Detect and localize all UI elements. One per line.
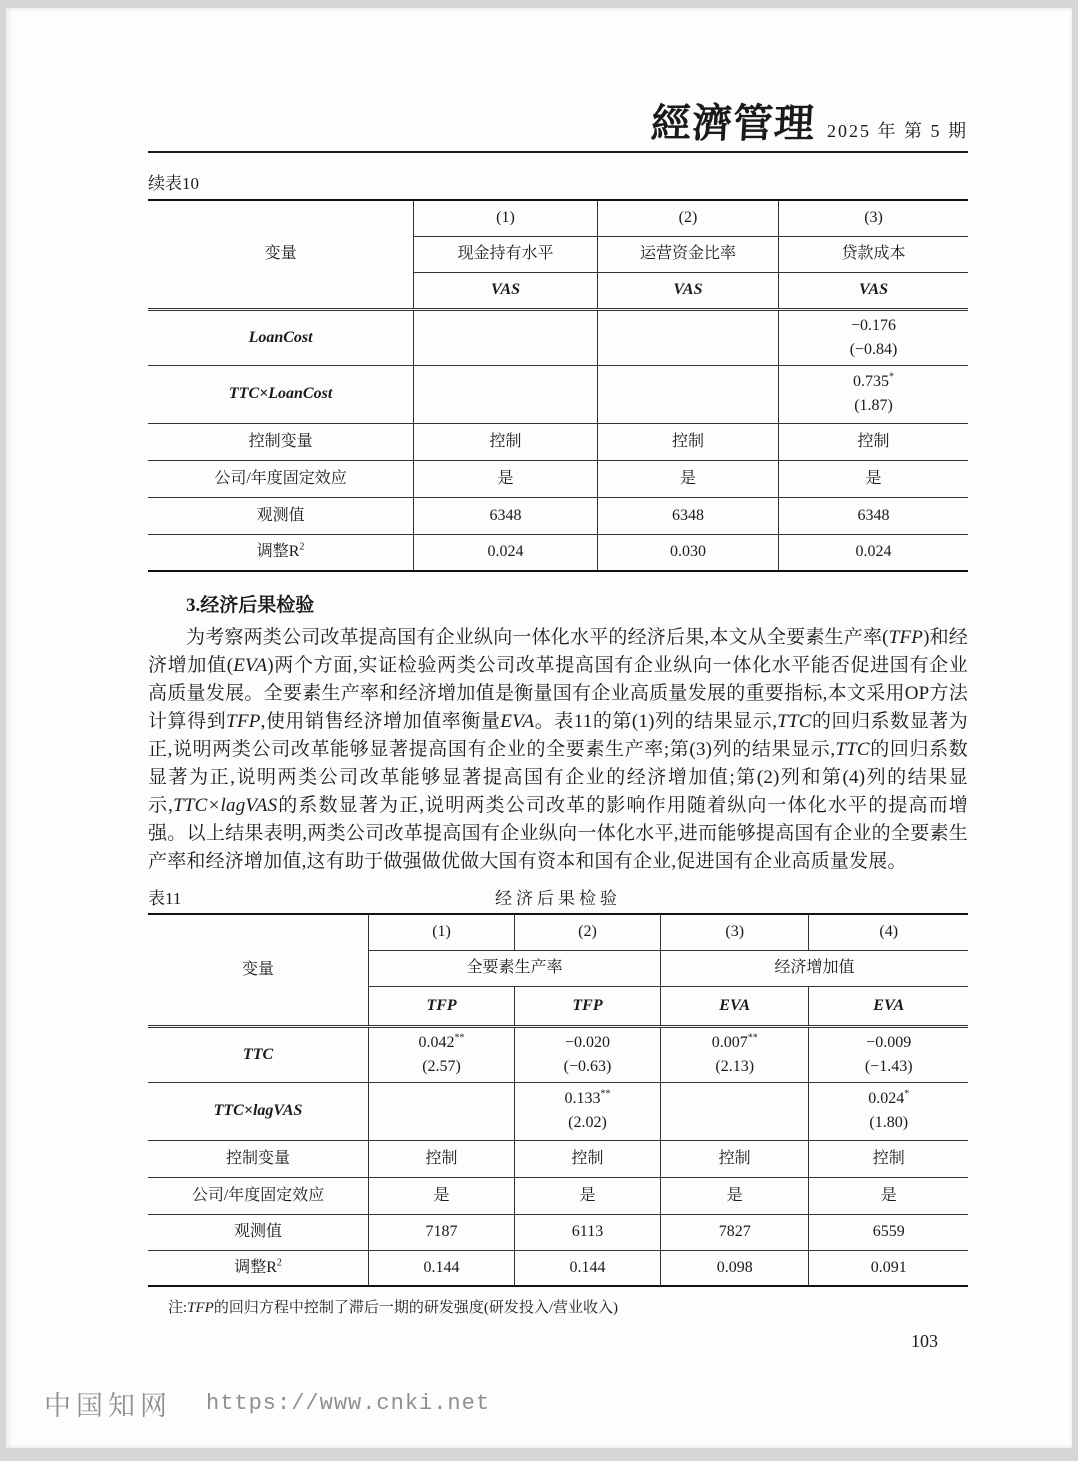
table-cell: 控制	[779, 423, 968, 460]
row-label: 公司/年度固定效应	[148, 1177, 369, 1214]
table11-note: 注:TFP的回归方程中控制了滞后一期的研发强度(研发投入/营业收入)	[168, 1300, 619, 1316]
table-cell: 控制	[515, 1140, 661, 1177]
row-label: 公司/年度固定效应	[148, 460, 414, 497]
table-cell: 6348	[414, 497, 598, 534]
table-cell: −0.009 (−1.43)	[809, 1026, 968, 1082]
table-cell: 是	[779, 460, 968, 497]
cnki-site-name: 中国知网	[44, 1391, 172, 1421]
column-header: 运营资金比率	[597, 236, 778, 272]
page-number: 103	[911, 1331, 938, 1351]
cnki-watermark	[44, 1384, 490, 1423]
table-cell: 0.098	[660, 1250, 808, 1286]
table-cell: 是	[597, 460, 778, 497]
paper-page	[6, 8, 1072, 1448]
table-row	[148, 460, 968, 497]
issue-info: 2025 年 第 5 期	[827, 121, 968, 141]
column-header: (3)	[660, 914, 808, 950]
table-cell: 0.144	[369, 1250, 515, 1286]
column-header: (3)	[779, 200, 968, 236]
cnki-url: https://www.cnki.net	[206, 1391, 491, 1416]
table-cell	[414, 309, 598, 365]
table-cell: 0.024	[779, 534, 968, 571]
table-cell: 0.735* (1.87)	[779, 365, 968, 423]
table-cell: 是	[414, 460, 598, 497]
section-heading: 3.经济后果检验	[186, 595, 315, 616]
table-row	[148, 1250, 968, 1286]
table-cell: 7187	[369, 1214, 515, 1250]
table-cell: 0.091	[809, 1250, 968, 1286]
table-cell: 是	[515, 1177, 661, 1214]
table11-caption-label: 表11	[148, 889, 182, 908]
table10-caption: 续表10	[148, 174, 199, 193]
column-group-header: 经济增加值	[660, 950, 968, 986]
table-cell: 6348	[597, 497, 778, 534]
row-label: 控制变量	[148, 423, 414, 460]
table-cell: 是	[369, 1177, 515, 1214]
table-row	[148, 309, 968, 365]
table-row	[148, 1140, 968, 1177]
column-header: TFP	[515, 986, 661, 1026]
row-label: TTC	[148, 1026, 369, 1082]
column-header: VAS	[414, 272, 598, 309]
table-cell: 0.024	[414, 534, 598, 571]
table-cell: 控制	[597, 423, 778, 460]
table-10	[148, 199, 968, 572]
table-row	[148, 1026, 968, 1082]
table-cell: 控制	[414, 423, 598, 460]
table-row	[148, 1214, 968, 1250]
table-cell: 0.144	[515, 1250, 661, 1286]
table-row	[148, 914, 968, 950]
row-label: 控制变量	[148, 1140, 369, 1177]
column-header: (4)	[809, 914, 968, 950]
column-header: (2)	[597, 200, 778, 236]
journal-header	[148, 102, 968, 146]
journal-logo: 經濟管理	[649, 101, 817, 146]
table-row	[148, 1082, 968, 1140]
table-cell	[660, 1082, 808, 1140]
row-label: LoanCost	[148, 309, 414, 365]
row-label: 调整$R^2$	[148, 1250, 369, 1286]
column-header: EVA	[660, 986, 808, 1026]
table-11	[148, 913, 968, 1287]
table-cell: −0.176 (−0.84)	[779, 309, 968, 365]
table-cell	[597, 309, 778, 365]
table-cell: 6348	[779, 497, 968, 534]
table-cell: 6559	[809, 1214, 968, 1250]
table-cell: 0.042** (2.57)	[369, 1026, 515, 1082]
column-header: (1)	[369, 914, 515, 950]
column-header: (1)	[414, 200, 598, 236]
column-header: VAS	[779, 272, 968, 309]
table-row	[148, 200, 968, 236]
column-header: VAS	[597, 272, 778, 309]
column-header: (2)	[515, 914, 661, 950]
row-label: 变量	[264, 245, 297, 263]
table11-caption	[148, 884, 968, 908]
table-cell	[414, 365, 598, 423]
column-header: 贷款成本	[779, 236, 968, 272]
table-row	[148, 1177, 968, 1214]
column-header: EVA	[809, 986, 968, 1026]
table-cell: 0.007** (2.13)	[660, 1026, 808, 1082]
table-cell	[369, 1082, 515, 1140]
table-row	[148, 497, 968, 534]
column-header: TFP	[369, 986, 515, 1026]
table-cell: 6113	[515, 1214, 661, 1250]
table-cell: 0.024* (1.80)	[809, 1082, 968, 1140]
table-cell: 0.133** (2.02)	[515, 1082, 661, 1140]
table-row	[148, 534, 968, 571]
table-cell	[597, 365, 778, 423]
table-cell: −0.020 (−0.63)	[515, 1026, 661, 1082]
table-cell: 7827	[660, 1214, 808, 1250]
header-rule	[148, 151, 968, 153]
row-label: 观测值	[148, 497, 414, 534]
column-header: 现金持有水平	[414, 236, 598, 272]
table-cell: 控制	[660, 1140, 808, 1177]
table-row	[148, 365, 968, 423]
table-cell: 控制	[369, 1140, 515, 1177]
row-label: 观测值	[148, 1214, 369, 1250]
row-label: 变量	[242, 960, 275, 978]
column-group-header: 全要素生产率	[369, 950, 661, 986]
table-cell: 是	[809, 1177, 968, 1214]
row-label: TTC×LoanCost	[148, 365, 414, 423]
row-label: 调整$R^2$	[148, 534, 414, 571]
table-cell: 0.030	[597, 534, 778, 571]
table-row	[148, 423, 968, 460]
body-paragraph: 为考察两类公司改革提高国有企业纵向一体化水平的经济后果,本文从全要素生产率(TFP)和经济增加值(EVA)两个方面,实证检验两类公司改革提高国有企业纵向一体化水平能否促进国有企业高质量发展。全要素生产率和经济增加值是衡量国有企业高质量发展的重要指标,本文采用OP方法计算得到TFP,使用销售经济增加值率衡量EVA。表11的第(1)列的结果显示,TTC的回归系数显著为正,说明两类公司改革能够显著提高国有企业的全要素生产率;第(3)列的结果显示,TTC的回归系数显著为正,说明两类公司改革能够显著提高国有企业的经济增加值;第(2)列和第(4)列的结果显示,TTC×lagVAS的系数显著为正,说明两类公司改革的影响作用随着纵向一体化水平的提高而增强。以上结果表明,两类公司改革提高国有企业纵向一体化水平,进而能够提高国有企业的全要素生产率和经济增加值,这有助于做强做优做大国有资本和国有企业,促进国有企业高质量发展。	[148, 627, 969, 872]
row-label: TTC×lagVAS	[148, 1082, 369, 1140]
table-cell: 是	[660, 1177, 808, 1214]
table11-caption-title: 经济后果检验	[495, 889, 621, 908]
table-cell: 控制	[809, 1140, 968, 1177]
